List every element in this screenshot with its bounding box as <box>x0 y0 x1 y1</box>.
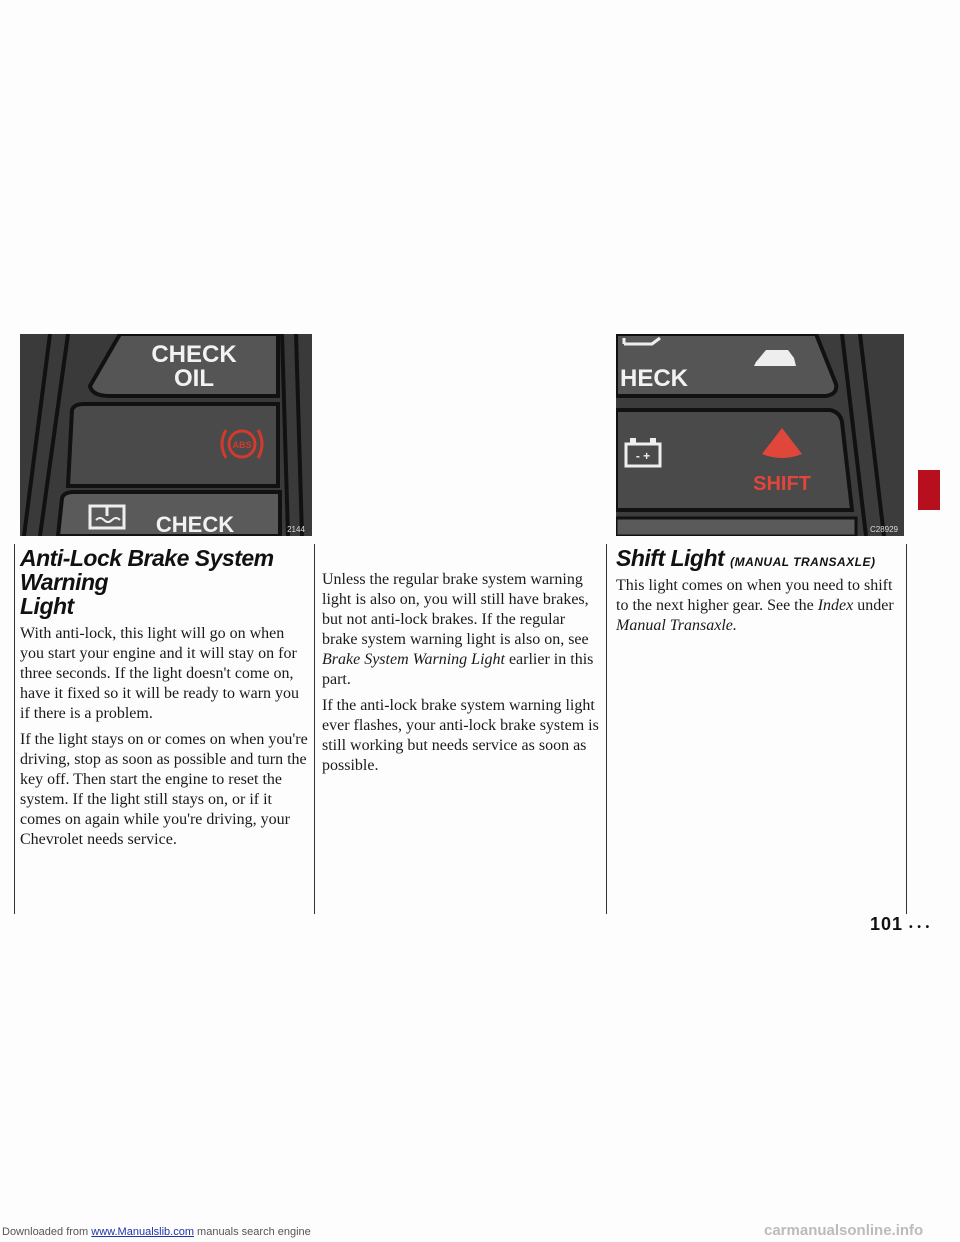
index-ref: Index <box>817 597 854 614</box>
brake-system-warning-light-ref: Brake System Warning Light <box>322 651 505 668</box>
middle-p1-text-a: Unless the regular brake system warning light is also on, you will still have brakes, but not anti-lock brakes. If the regular brake system warning light is also on, see <box>322 571 589 648</box>
check-oil-line2: OIL <box>174 365 214 392</box>
column-rule-left <box>14 544 15 914</box>
column-rule-middle-right <box>606 544 607 914</box>
check-label-left: CHECK <box>155 512 235 536</box>
dashboard-cluster-left <box>20 334 312 536</box>
abs-heading-line2: Light <box>20 593 74 619</box>
shift-heading-subtitle: (MANUAL TRANSAXLE) <box>730 555 876 569</box>
watermark <box>764 1222 923 1239</box>
abs-warning-heading <box>20 546 308 618</box>
abs-warning-section <box>20 546 308 856</box>
shift-p1-text-a: This light comes on when you need to shift to the next higher gear. See the <box>616 577 893 614</box>
shift-label: SHIFT <box>753 473 811 495</box>
image-code-right: C28929 <box>869 525 899 534</box>
abs-warning-light-image <box>20 334 312 536</box>
shift-light-section <box>616 546 902 642</box>
battery-icon-label: - + <box>635 449 651 463</box>
shift-heading-title: Shift Light <box>616 545 725 571</box>
download-footer <box>2 1226 311 1238</box>
column-rule-middle <box>314 544 315 914</box>
dashboard-cluster-right <box>616 334 904 536</box>
image-code-left: 2144 <box>287 525 305 534</box>
check-oil-line1: CHECK <box>151 341 237 368</box>
manual-transaxle-ref: Manual Transaxle. <box>616 617 737 634</box>
page-number-dots: • • • <box>909 922 931 933</box>
middle-paragraph-1 <box>322 570 602 690</box>
watermark-text: carmanualsonline.info <box>764 1222 924 1239</box>
middle-paragraph-2: If the anti-lock brake system warning light ever flashes, your anti-lock brake system is still working but needs service as soon as possible. <box>322 697 599 774</box>
shift-light-image <box>616 334 904 536</box>
shift-paragraph-1 <box>616 576 902 636</box>
abs-heading-line1: Anti-Lock Brake System Warning <box>20 545 274 595</box>
column-rule-right <box>906 544 907 914</box>
abs-paragraph-2: If the light stays on or comes on when you're driving, stop as soon as possible and turn the key off. Then start the engine to reset the system. If the light still stays on, or if it comes on again while you're driving, your Chevrolet needs service. <box>20 731 308 848</box>
footer-prefix: Downloaded from <box>2 1226 92 1238</box>
page-number-value: 101 <box>870 914 904 934</box>
footer-suffix: manuals search engine <box>193 1226 311 1238</box>
check-label-right: HECK <box>620 365 689 392</box>
shift-p1-mid: under <box>853 597 894 614</box>
manualslib-link[interactable]: www.Manualslib.com <box>91 1226 194 1238</box>
section-tab-marker <box>918 470 940 510</box>
abs-icon-label: ABS <box>232 440 252 450</box>
middle-p1-text-b: earlier in this part. <box>322 651 594 688</box>
shift-light-heading <box>616 546 902 574</box>
abs-continued-section <box>322 570 602 782</box>
page-number <box>870 914 930 935</box>
abs-paragraph-1: With anti-lock, this light will go on when you start your engine and it will stay on for three seconds. If the light doesn't come on, have it fixed so it will be ready to warn you if there is a problem. <box>20 625 300 722</box>
